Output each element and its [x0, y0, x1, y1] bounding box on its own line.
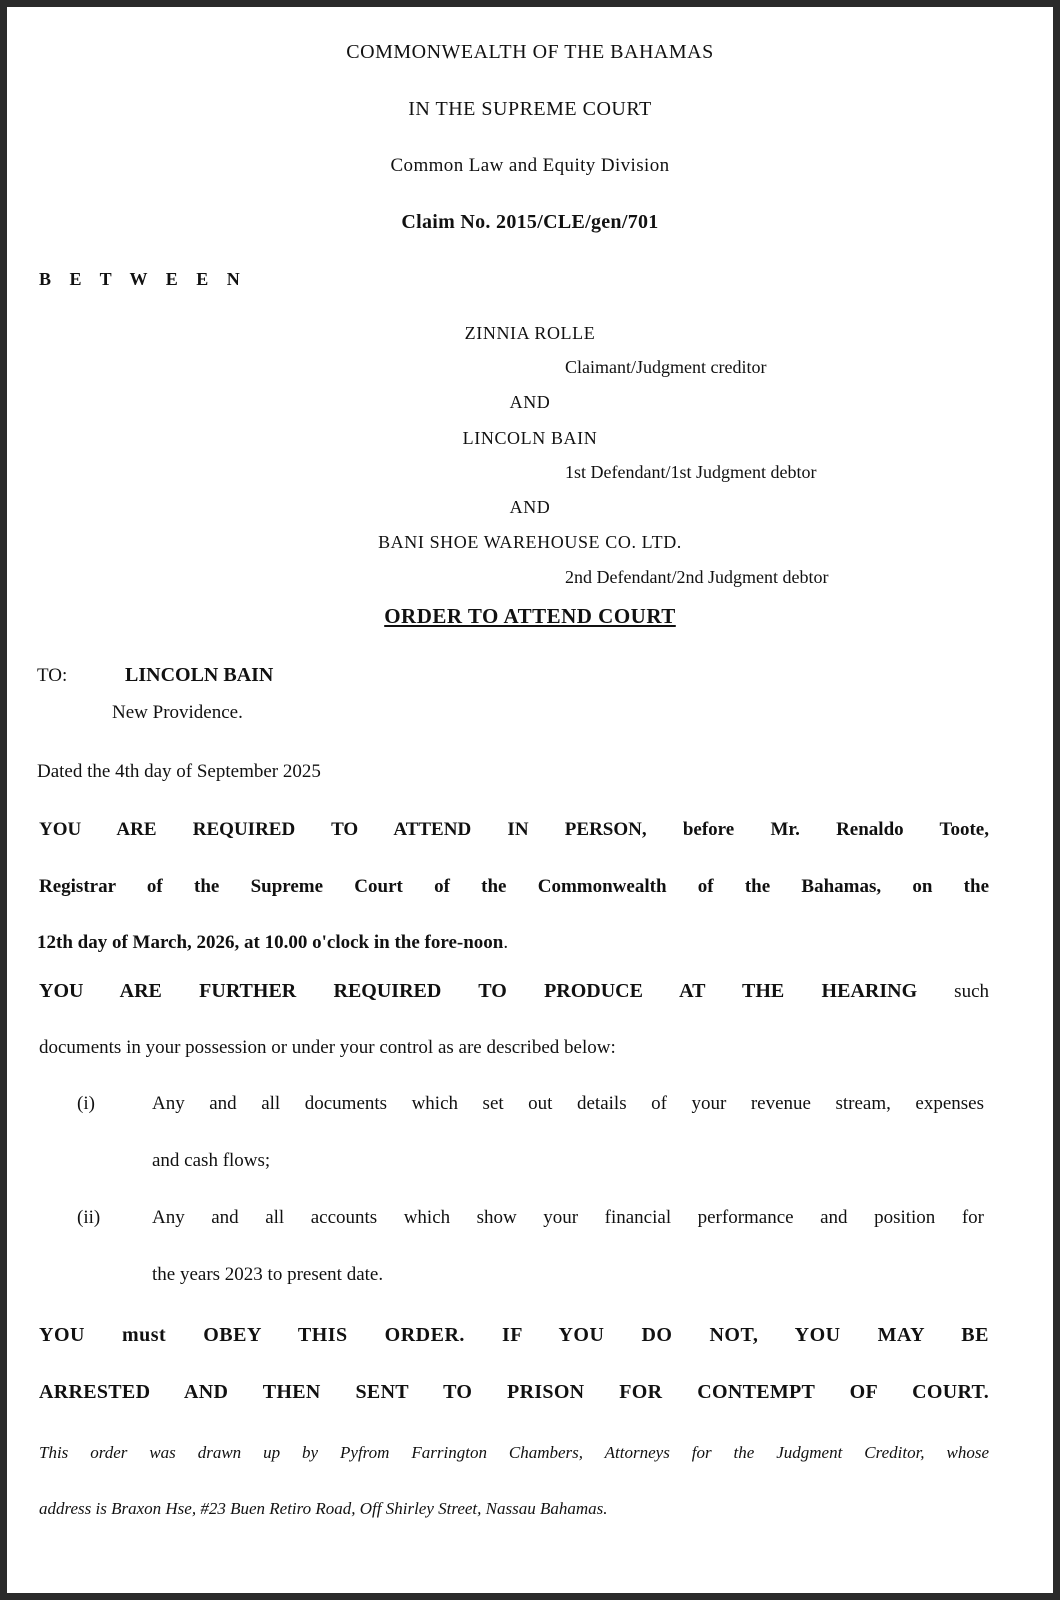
item1-line2: and cash flows; [152, 1150, 271, 1171]
para2-bold-lead: YOU ARE FURTHER REQUIRED TO PRODUCE AT THE HEARING [39, 980, 918, 1002]
between-label: B E T W E E N [39, 269, 247, 289]
claimant-role: Claimant/Judgment creditor [565, 357, 767, 377]
item1-line1: Any and all documents which set out details of your revenue stream, expenses [152, 1093, 984, 1114]
para1-date-time: 12th day of March, 2026, at 10.00 o'clock in the fore-noon [37, 932, 504, 953]
para2-line1 [39, 980, 989, 1003]
para1-line2: Registrar of the Supreme Court of the Commonwealth of the Bahamas, on the [39, 876, 989, 897]
header-court: IN THE SUPREME COURT [408, 98, 652, 120]
para2-line2: documents in your possession or under your control as are described below: [39, 1037, 616, 1058]
para1-bold-lead: YOU ARE REQUIRED TO ATTEND IN PERSON [39, 819, 642, 840]
order-title: ORDER TO ATTEND COURT [384, 604, 676, 628]
para1-end: . [503, 932, 509, 953]
dated-line: Dated the 4th day of September 2025 [37, 761, 321, 782]
header-division: Common Law and Equity Division [390, 155, 670, 176]
footer-line1: This order was drawn up by Pyfrom Farrington Chambers, Attorneys for the Judgment Creditor, whose [39, 1443, 989, 1462]
court-order-page [7, 7, 1053, 1593]
claim-number: Claim No. 2015/CLE/gen/701 [401, 211, 659, 233]
header-commonwealth: COMMONWEALTH OF THE BAHAMAS [346, 41, 714, 63]
warning-line2: ARRESTED AND THEN SENT TO PRISON FOR CONTEMPT OF COURT. [39, 1381, 989, 1403]
defendant1-name: LINCOLN BAIN [462, 428, 598, 448]
and-separator-1: AND [509, 392, 551, 412]
para1-line3 [37, 932, 508, 954]
and-separator-2: AND [509, 497, 551, 517]
claimant-name: ZINNIA ROLLE [464, 323, 596, 343]
warning-you: YOU [39, 1324, 85, 1346]
para1-line1 [39, 819, 989, 841]
defendant2-name: BANI SHOE WAREHOUSE CO. LTD. [378, 532, 682, 552]
item2-line2: the years 2023 to present date. [152, 1264, 384, 1285]
recipient-place: New Providence. [112, 702, 243, 723]
warning-obey: OBEY THIS ORDER. IF YOU DO NOT, YOU MAY BE [203, 1324, 989, 1346]
defendant2-role: 2nd Defendant/2nd Judgment debtor [565, 567, 829, 587]
to-label: TO: [37, 665, 68, 686]
recipient-name: LINCOLN BAIN [125, 664, 274, 686]
item2-number: (ii) [77, 1207, 101, 1228]
warning-line1 [39, 1324, 989, 1347]
item2-line1: Any and all accounts which show your financial performance and position for [152, 1207, 984, 1228]
defendant1-role: 1st Defendant/1st Judgment debtor [565, 462, 817, 482]
footer-line2: address is Braxon Hse, #23 Buen Retiro Road, Off Shirley Street, Nassau Bahamas. [39, 1499, 608, 1518]
item1-number: (i) [77, 1093, 95, 1114]
warning-must: must [121, 1324, 167, 1346]
para2-line1-rest: such [917, 981, 989, 1002]
para1-line1-rest: , before Mr. Renaldo Toote, [641, 819, 989, 840]
